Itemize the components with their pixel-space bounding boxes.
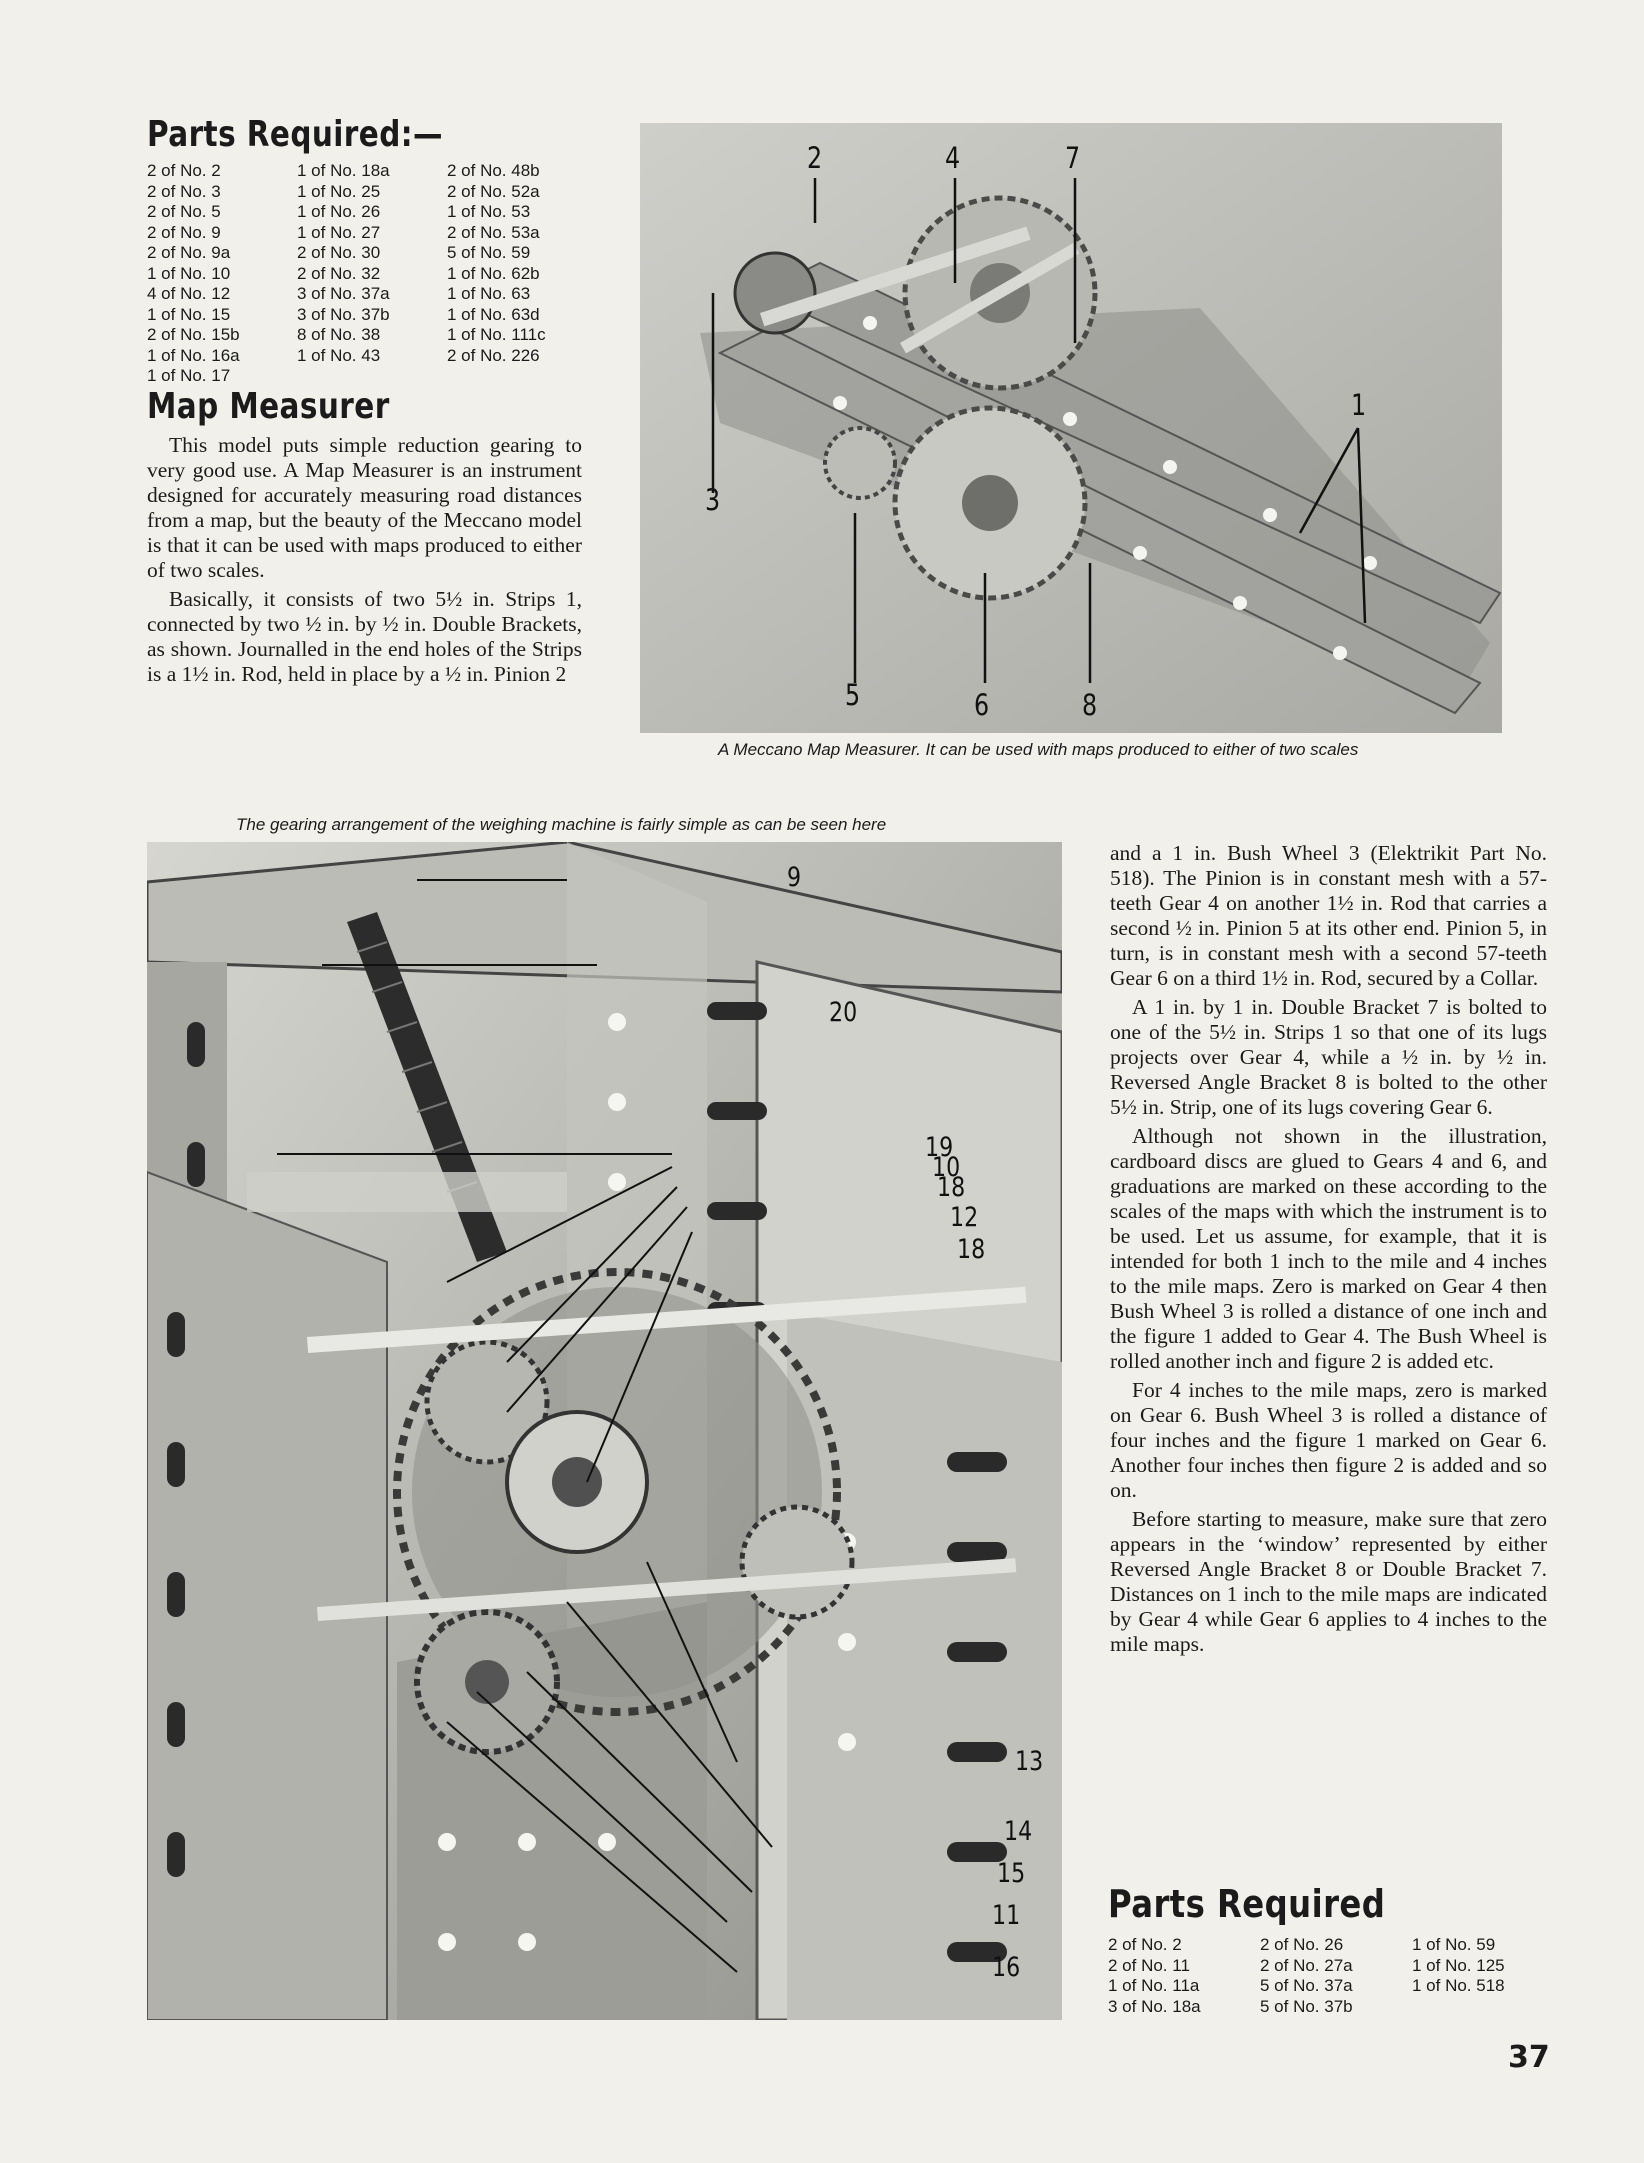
part-item: 1 of No. 15 — [147, 304, 231, 324]
part-item: 8 of No. 38 — [297, 325, 381, 344]
top-parts-col-2 — [297, 161, 447, 387]
bottom-parts-col-3 — [1412, 1935, 1532, 2017]
callout-label: 7 — [1065, 141, 1081, 175]
bottom-parts-list — [1108, 1935, 1532, 2017]
top-parts-col-3 — [447, 161, 597, 387]
weighing-machine-illustration — [147, 842, 1062, 2020]
top-parts-list — [147, 161, 597, 387]
part-item: 1 of No. 53 — [447, 202, 531, 221]
part-item: 2 of No. 48b — [447, 161, 540, 180]
part-item: 2 of No. 2 — [147, 161, 221, 180]
part-item: 1 of No. 26 — [297, 202, 381, 221]
part-item: 2 of No. 9 — [147, 222, 221, 242]
bottom-parts-title: Parts Required — [1108, 1882, 1386, 1926]
article-paragraph: and a 1 in. Bush Wheel 3 (Elektrikit Part No. 518). The Pinion is in constant mesh with a 57-teeth Gear 4 on another 1½ in. Rod that carries a second ½ in. Pinion 5 at its other end. Pinion 5, in turn, is in constant mesh with a second 57-teeth Gear 6 on a third 1½ in. Rod, secured by a Collar. — [1110, 841, 1547, 990]
weighing-machine-photo — [147, 842, 1062, 2020]
part-item: 1 of No. 16a — [147, 345, 240, 365]
part-item: 5 of No. 37a — [1260, 1976, 1353, 1995]
callout-label: 10 — [932, 1152, 961, 1183]
callout-label: 3 — [705, 483, 721, 517]
part-item: 1 of No. 27 — [297, 222, 381, 242]
part-item: 2 of No. 15b — [147, 325, 240, 344]
part-item: 2 of No. 226 — [447, 345, 540, 365]
top-parts-title: Parts Required:— — [147, 114, 443, 155]
article-title: Map Measurer — [147, 386, 390, 427]
part-item: 2 of No. 9a — [147, 243, 231, 262]
callout-label: 2 — [807, 141, 823, 175]
part-item: 2 of No. 2 — [1108, 1935, 1182, 1954]
part-item: 1 of No. 111c — [447, 325, 546, 344]
article-paragraph: A 1 in. by 1 in. Double Bracket 7 is bolted to one of the 5½ in. Strips 1 so that one of its lugs projects over Gear 4, while a ½ in. by ½ in. Reversed Angle Bracket 8 is bolted to the other 5½ in. Strip, one of its lugs covering Gear 6. — [1110, 995, 1547, 1119]
callout-label: 18 — [937, 1172, 966, 1203]
part-item: 1 of No. 63 — [447, 284, 531, 303]
page-number: 37 — [1508, 2040, 1550, 2075]
part-item: 2 of No. 26 — [1260, 1935, 1344, 1954]
part-item: 2 of No. 27a — [1260, 1955, 1353, 1975]
article-column-right — [1110, 841, 1547, 1661]
article-paragraph: For 4 inches to the mile maps, zero is marked on Gear 6. Bush Wheel 3 is rolled a distance of four inches and the figure 1 marked on Gear 6. Another four inches then figure 2 is added and so on. — [1110, 1378, 1547, 1502]
callout-label: 1 — [1351, 388, 1367, 422]
part-item: 2 of No. 11 — [1108, 1955, 1190, 1975]
callout-label: 15 — [997, 1858, 1026, 1889]
article-paragraph: This model puts simple reduction gearing to very good use. A Map Measurer is an instrument designed for accurately measuring road distances from a map, but the beauty of the Meccano model is that it can be used with maps produced to either of two scales. — [147, 433, 582, 582]
article-paragraph: Although not shown in the illustration, cardboard discs are glued to Gears 4 and 6, and graduations are marked on these according to the scales of the maps with which the instrument is to be used. Let us assume, for example, that it is intended for both 1 inch to the mile and 4 inches to the mile maps. Zero is marked on Gear 4 then Bush Wheel 3 is rolled a distance of one inch and the figure 1 added to Gear 4. The Bush Wheel is rolled another inch and figure 2 is added etc. — [1110, 1124, 1547, 1373]
callout-label: 16 — [992, 1952, 1021, 1983]
part-item: 1 of No. 63d — [447, 304, 540, 324]
article-paragraph: Before starting to measure, make sure that zero appears in the ‘window’ represented by either Reversed Angle Bracket 8 or Double Bracket 7. Distances on 1 inch to the mile maps are indicated by Gear 4 while Gear 6 applies to 4 inches to the mile maps. — [1110, 1507, 1547, 1656]
part-item: 1 of No. 62b — [447, 263, 540, 283]
part-item: 1 of No. 25 — [297, 181, 381, 201]
part-item: 3 of No. 37a — [297, 284, 390, 303]
map-measurer-photo — [640, 123, 1502, 733]
callout-label: 18 — [957, 1234, 986, 1265]
map-measurer-illustration — [640, 123, 1502, 733]
article-column-left — [147, 433, 582, 691]
article-paragraph: Basically, it consists of two 5½ in. Strips 1, connected by two ½ in. by ½ in. Double Brackets, as shown. Journalled in the end holes of the Strips is a 1½ in. Rod, held in place by a ½ in. Pinion 2 — [147, 587, 582, 686]
part-item: 2 of No. 32 — [297, 263, 381, 283]
callout-label: 13 — [1015, 1746, 1044, 1777]
callout-label: 20 — [829, 997, 858, 1028]
part-item: 2 of No. 30 — [297, 243, 381, 262]
part-item: 1 of No. 43 — [297, 345, 381, 365]
bottom-parts-col-2 — [1260, 1935, 1412, 2017]
bottom-parts-col-1 — [1108, 1935, 1260, 2017]
callout-label: 11 — [992, 1900, 1021, 1931]
callout-label: 9 — [787, 862, 802, 893]
part-item: 5 of No. 59 — [447, 243, 531, 262]
part-item: 1 of No. 17 — [147, 366, 231, 385]
top-parts-col-1 — [147, 161, 297, 387]
callout-label: 12 — [950, 1202, 979, 1233]
callout-label: 5 — [845, 678, 861, 712]
top-photo-caption: A Meccano Map Measurer. It can be used with maps produced to either of two scales — [718, 740, 1359, 759]
callout-label: 6 — [974, 688, 990, 722]
part-item: 1 of No. 10 — [147, 263, 231, 283]
part-item: 2 of No. 52a — [447, 181, 540, 201]
callout-label: 19 — [925, 1132, 954, 1163]
part-item: 2 of No. 3 — [147, 181, 221, 201]
part-item: 1 of No. 125 — [1412, 1955, 1505, 1975]
part-item: 1 of No. 518 — [1412, 1976, 1505, 1995]
part-item: 2 of No. 53a — [447, 222, 540, 242]
callout-label: 8 — [1082, 688, 1098, 722]
part-item: 2 of No. 5 — [147, 202, 221, 221]
part-item: 1 of No. 18a — [297, 161, 390, 180]
part-item: 1 of No. 59 — [1412, 1935, 1496, 1954]
part-item: 3 of No. 18a — [1108, 1996, 1201, 2016]
part-item: 4 of No. 12 — [147, 284, 231, 303]
part-item: 3 of No. 37b — [297, 304, 390, 324]
callout-label: 4 — [945, 141, 961, 175]
callout-label: 14 — [1004, 1816, 1033, 1847]
part-item: 5 of No. 37b — [1260, 1996, 1353, 2016]
bottom-photo-caption: The gearing arrangement of the weighing machine is fairly simple as can be seen here — [236, 815, 887, 834]
part-item: 1 of No. 11a — [1108, 1976, 1200, 1995]
